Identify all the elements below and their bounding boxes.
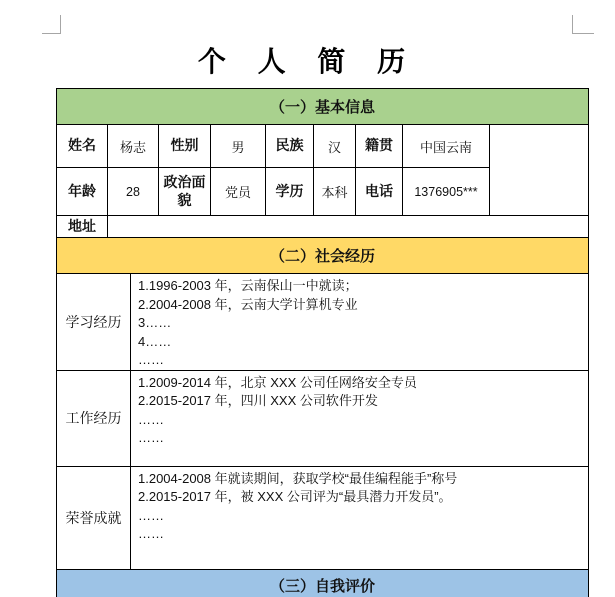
study-line: 1.1996-2003 年，云南保山一中就读； xyxy=(138,278,358,293)
address-value[interactable] xyxy=(108,216,589,238)
political-status-label[interactable]: 政治面貌 xyxy=(159,168,211,216)
origin-value[interactable]: 中国云南 xyxy=(403,125,490,168)
study-experience-label[interactable]: 学习经历 xyxy=(57,274,131,371)
photo-cell[interactable] xyxy=(490,125,589,216)
name-value[interactable]: 杨志 xyxy=(108,125,159,168)
political-status-value[interactable]: 党员 xyxy=(211,168,266,216)
ethnicity-label[interactable]: 民族 xyxy=(266,125,314,168)
margin-mark-top-right-icon xyxy=(572,15,594,34)
address-label[interactable]: 地址 xyxy=(57,216,108,238)
section-header-social-experience[interactable]: （二）社会经历 xyxy=(57,238,589,274)
work-line: 1.2009-2014 年，北京 XXX 公司任网络安全专员 xyxy=(138,374,417,390)
honor-line: …… xyxy=(138,526,164,541)
honor-line: 1.2004-2008 年就读期间，获取学校“最佳编程能手”称号 xyxy=(138,470,458,486)
education-label[interactable]: 学历 xyxy=(266,168,314,216)
work-experience-label[interactable]: 工作经历 xyxy=(57,370,131,466)
work-line: …… xyxy=(138,430,164,445)
name-label[interactable]: 姓名 xyxy=(57,125,108,168)
honor-achievement-content[interactable] xyxy=(131,466,589,569)
experience-table xyxy=(56,273,589,597)
phone-value[interactable]: 1376905*** xyxy=(403,168,490,216)
honor-line: …… xyxy=(138,507,164,523)
study-line: 4…… xyxy=(138,333,172,349)
margin-mark-top-left-icon xyxy=(42,15,61,34)
study-line: 2.2004-2008 年，云南大学计算机专业 xyxy=(138,296,358,312)
study-experience-content[interactable] xyxy=(131,274,589,371)
honor-achievement-label[interactable]: 荣誉成就 xyxy=(57,466,131,569)
page-title[interactable]: 个 人 简 历 xyxy=(197,46,418,77)
gender-label[interactable]: 性别 xyxy=(159,125,211,168)
age-value[interactable]: 28 xyxy=(108,168,159,216)
honor-line: 2.2015-2017 年，被 XXX 公司评为“最具潜力开发员”。 xyxy=(138,489,452,504)
work-line: 2.2015-2017 年，四川 XXX 公司软件开发 xyxy=(138,393,378,408)
education-value[interactable]: 本科 xyxy=(314,168,356,216)
resume-table xyxy=(56,88,588,597)
basic-info-table xyxy=(56,88,589,274)
origin-label[interactable]: 籍贯 xyxy=(356,125,403,168)
phone-label[interactable]: 电话 xyxy=(356,168,403,216)
study-line: …… xyxy=(138,352,164,367)
gender-value[interactable]: 男 xyxy=(211,125,266,168)
section-header-basic-info[interactable]: （一）基本信息 xyxy=(57,89,589,125)
work-experience-content[interactable] xyxy=(131,370,589,466)
ethnicity-value[interactable]: 汉 xyxy=(314,125,356,168)
age-label[interactable]: 年龄 xyxy=(57,168,108,216)
section-header-self-evaluation[interactable]: （三）自我评价 xyxy=(57,569,589,597)
work-line: …… xyxy=(138,411,164,427)
study-line: 3…… xyxy=(138,315,172,330)
